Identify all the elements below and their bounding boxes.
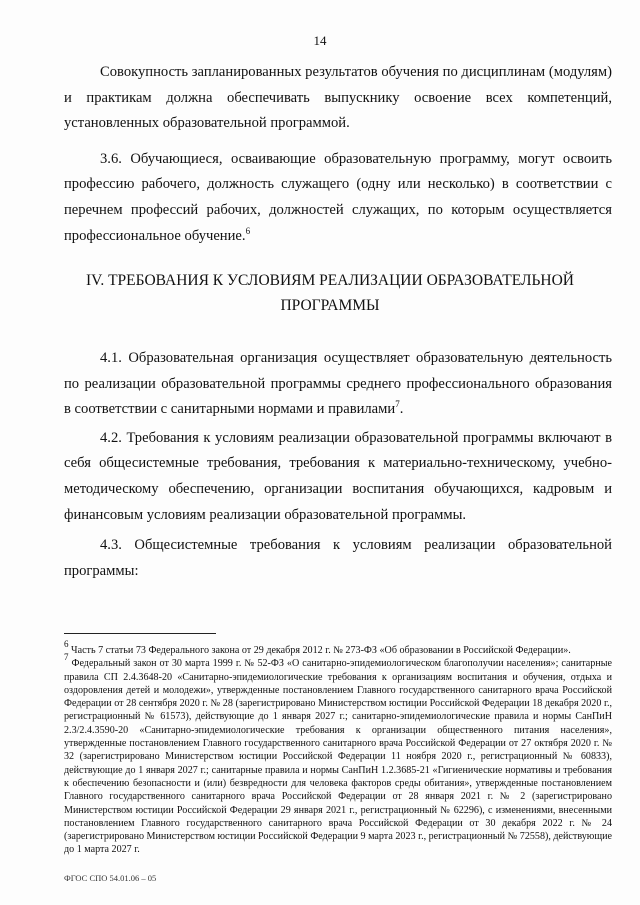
paragraph-4-2 — [64, 426, 612, 528]
paragraph-3-6: 3.6. Обучающиеся, осваивающие образовательную программу, могут освоить профессию рабочего, должность служащего (одну или несколько) в соответствии с перечнем профессий рабочих, должностей служащих, по которым осуществляется профессиональное обучение.$^6$ — [64, 150, 612, 244]
footnote-7-mark: 7 — [64, 652, 69, 663]
footnotes — [64, 639, 612, 857]
paragraph-competencies-text: Совокупность запланированных результатов обучения по дисциплинам (модулям) и практикам должна обеспечивать выпускнику освоение всех компетенций, установленных образовательной программой. — [64, 64, 612, 132]
footnote-ref-6[interactable]: 6 — [245, 225, 251, 236]
footnote-7 — [64, 652, 612, 856]
footnote-separator — [64, 633, 216, 634]
footnote-6 — [64, 639, 612, 657]
section-4-heading — [80, 268, 580, 318]
footnote-6-text: Часть 7 статьи 73 Федерального закона от 29 декабря 2012 г. № 273-ФЗ «Об образовании в Российской Федерации». — [68, 645, 571, 656]
section-4-heading-line-1: IV. ТРЕБОВАНИЯ К УСЛОВИЯМ РЕАЛИЗАЦИИ ОБРАЗОВАТЕЛЬНОЙ — [85, 272, 574, 289]
section-4-body — [64, 346, 612, 584]
paragraph-4-1: 4.1. Образовательная организация осуществляет образовательную деятельность по реализации образовательной программы среднего профессионального образования в соответствии с санитарными нормами и правилами$^7$. — [64, 350, 612, 418]
footnote-7-text: Федеральный закон от 30 марта 1999 г. № 52-ФЗ «О санитарно-эпидемиологическом благополучии населения»; санитарные правила СП 2.4.3648-20 «Санитарно-эпидемиологические требования к организациям воспитания и обучения, отдыха и оздоровления детей и молодежи», утвержденные постановлением Главного государственного санитарного врача Российской Федерации от 28 сентября 2020 г. № 28 (зарегистрировано Министерством юстиции Российской Федерации 18 декабря 2020 г., регистрационный № 61573), действующие до 1 января 2027 г.; санитарно-эпидемиологические правила и нормы СанПиН 2.3/2.4.3590-20 «Санитарно-эпидемиологические требования к организации общественного питания населения», утвержденные постановлением Главного государственного санитарного врача Российской Федерации от 27 октября 2020 г. № 32 (зарегистрировано Министерством юстиции Российской Федерации 11 ноября 2020 г., регистрационный № 60833), действующие до 1 января 2027 г.; санитарные правила и нормы СанПиН 1.2.3685-21 «Гигиенические нормативы и требования к обеспечению безопасности и (или) безвредности для человека факторов среды обитания», утвержденные постановлением Главного государственного санитарного врача Российской Федерации от 28 января 2021 г. № 2 (зарегистрировано Министерством юстиции Российской Федерации 29 января 2021 г., регистрационный № 62296), с изменениями, внесенными постановлением Главного государственного санитарного врача Российской Федерации от 30 декабря 2022 г. № 24 (зарегистрировано Министерством юстиции Российской Федерации 9 марта 2023 г., регистрационный № 72558), действующие до 1 марта 2027 г. — [64, 658, 612, 856]
paragraph-3-6-text: 3.6. Обучающиеся, осваивающие образовательную программу, могут освоить профессию рабочего, должность служащего (одну или несколько) в соответствии с перечнем профессий рабочих, должностей служащих, по которым осуществляется профессиональное обучение — [64, 150, 612, 244]
paragraph-4-1-text: 4.1. Образовательная организация осуществляет образовательную деятельность по реализации образовательной программы среднего профессионального образования в соответствии с санитарными нормами и правилами — [64, 350, 612, 418]
section-3-continuation — [64, 60, 612, 249]
paragraph-4-3 — [64, 533, 612, 584]
paragraph-4-3-text: 4.3. Общесистемные требования к условиям реализации образовательной программы: — [64, 537, 612, 579]
paragraph-4-2-text: 4.2. Требования к условиям реализации образовательной программы включают в себя общесистемные требования, требования к материально-техническому, учебно-методическому обеспечению, организации воспитания обучающихся, кадровым и финансовым условиям реализации образовательной программы. — [64, 429, 612, 523]
footnote-6-mark: 6 — [64, 639, 69, 649]
document-code-footer: ФГОС СПО 54.01.06 – 05 — [64, 873, 157, 883]
paragraph-competencies — [64, 60, 612, 137]
footnote-ref-7[interactable]: 7 — [395, 399, 400, 410]
page-number: 14 — [313, 33, 327, 48]
section-4-heading-line-2: ПРОГРАММЫ — [280, 297, 380, 314]
